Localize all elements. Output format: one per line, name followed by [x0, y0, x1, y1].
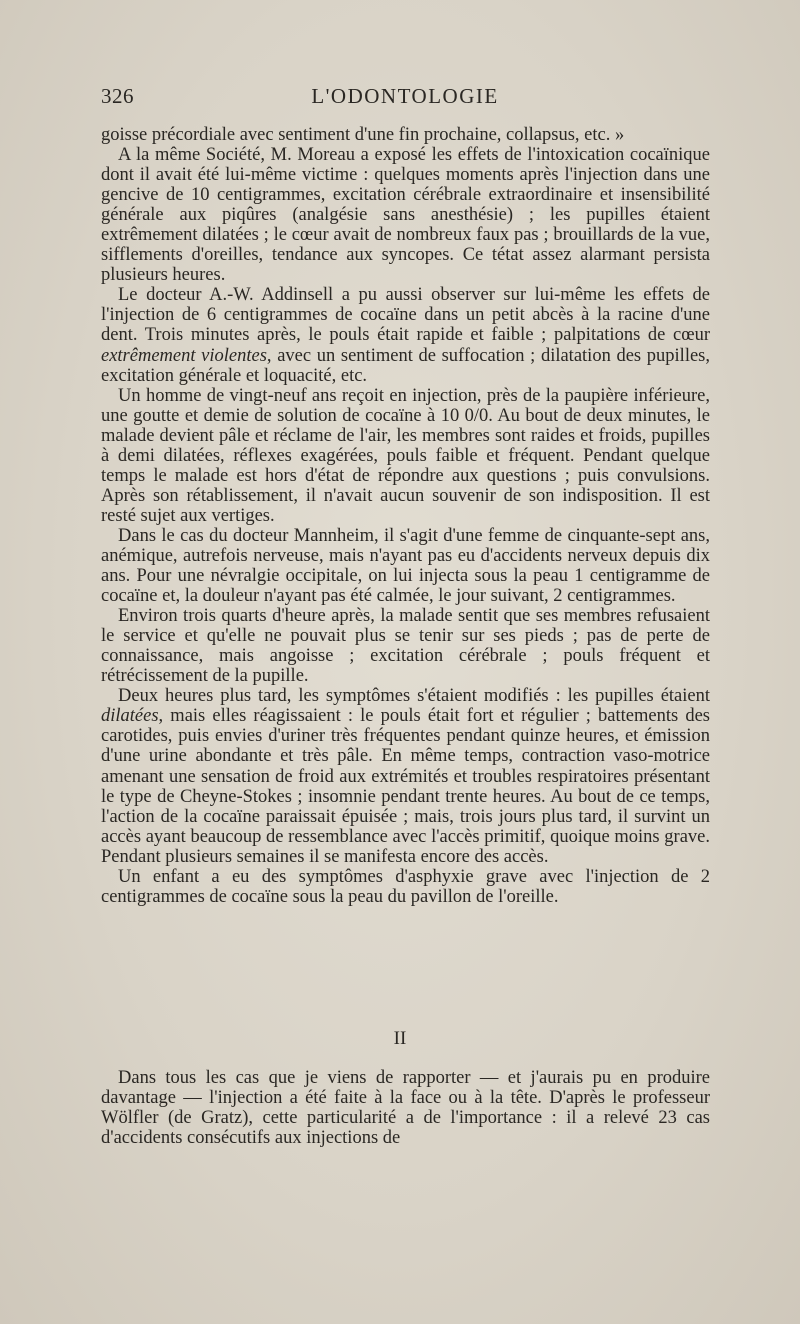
emphasis-text: dilatées	[101, 706, 159, 727]
running-title: L'ODONTOLOGIE	[311, 84, 499, 108]
paragraph-8: Un enfant a eu des symptômes d'asphyxie grave avec l'injection de 2 centigrammes de cocaïne sous la peau du pavillon de l'oreille.	[101, 866, 710, 907]
section-text	[101, 1068, 710, 1148]
paragraph-2: A la même Société, M. Moreau a exposé les effets de l'intoxication cocaïnique dont il avait été lui-même victime : quelques moments après l'injection dans une gencive de 10 centigrammes, excitation cérébrale extraordinaire et insensibilité générale aux piqûres (analgésie sans anesthésie) ; les pupilles étaient extrêmement dilatées ; le cœur avait de nombreux faux pas ; brouillards de la vue, sifflements d'oreilles, tendance aux syncopes. Ce tétat assez alarmant persista plusieurs heures.	[101, 145, 710, 286]
section-heading: II	[393, 1028, 407, 1049]
page-header	[101, 84, 709, 114]
emphasis-text: extrêmement violentes	[101, 345, 267, 366]
paragraph-3: Le docteur A.-W. Addinsell a pu aussi observer sur lui-même les effets de l'injection de 6 centigrammes de cocaïne dans un petit abcès à la racine d'une dent. Trois minutes après, le pouls était rapide et faible ; palpitations de cœur extrêmement violentes, avec un sentiment de suffocation ; dilatation des pupilles, excitation générale et loquacité, etc.	[101, 285, 710, 386]
page-number: 326	[101, 84, 134, 108]
paragraph-6: Environ trois quarts d'heure après, la malade sentit que ses membres refusaient le service et qu'elle ne pouvait plus se tenir sur ses pieds ; pas de perte de connaissance, mais angoisse ; excitation cérébrale ; pouls fréquent et rétrécissement de la pupille.	[101, 606, 710, 687]
main-text	[101, 125, 710, 907]
paragraph-5: Dans le cas du docteur Mannheim, il s'agit d'une femme de cinquante-sept ans, anémique, autrefois nerveuse, mais n'ayant pas eu d'accidents nerveux depuis dix ans. Pour une névralgie occipitale, on lui injecta sous la peau 1 centigramme de cocaïne et, la douleur n'ayant pas été calmée, le jour suivant, 2 centigrammes.	[101, 525, 710, 607]
paragraph-7: Deux heures plus tard, les symptômes s'étaient modifiés : les pupilles étaient dilatées, mais elles réagissaient : le pouls était fort et régulier ; battements des carotides, puis envies d'uriner très fréquentes pendant quinze heures, et émission d'une urine abondante et très pâle. En même temps, contraction vaso-motrice amenant une sensation de froid aux extrémités et troubles respiratoires présentant le type de Cheyne-Stokes ; insomnie pendant trente heures. Au bout de ce temps, l'action de la cocaïne paraissait épuisée ; mais, trois jours plus tard, il survint un accès ayant beaucoup de ressemblance avec l'accès primitif, quoique moins grave. Pendant plusieurs semaines il se manifesta encore des accès.	[101, 686, 710, 867]
paragraph-1: goisse précordiale avec sentiment d'une fin prochaine, collapsus, etc. »	[101, 125, 625, 145]
section-paragraph: Dans tous les cas que je viens de rapporter — et j'aurais pu en produire davantage — l'injection a été faite à la face ou à la tête. D'après le professeur Wölfler (de Gratz), cette particularité a de l'importance : il a relevé 23 cas d'accidents consécutifs aux injections de	[101, 1068, 710, 1149]
paragraph-4: Un homme de vingt-neuf ans reçoit en injection, près de la paupière inférieure, une goutte et demie de solution de cocaïne à 10 0/0. Au bout de deux minutes, le malade devient pâle et réclame de l'air, les membres sont raides et froids, pupilles à demi dilatées, réflexes exagérées, pouls faible et fréquent. Pendant quelque temps le malade est hors d'état de répondre aux questions ; puis convulsions. Après son rétablissement, il n'avait aucun souvenir de son indisposition. Il est resté sujet aux vertiges.	[101, 385, 710, 526]
